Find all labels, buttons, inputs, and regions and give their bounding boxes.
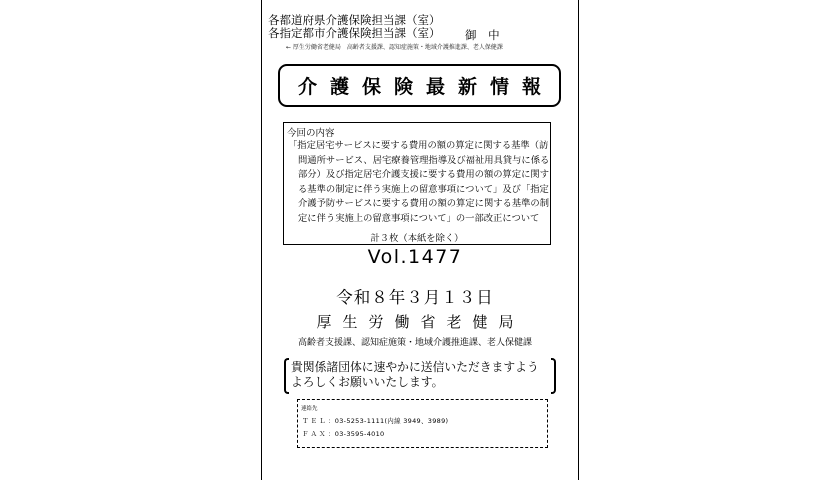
fax-value: ：03-3595-4010 xyxy=(328,430,385,438)
issuing-bureau: 厚生労働省老健局 xyxy=(316,313,525,331)
contact-label: 連絡先 xyxy=(301,406,318,412)
title-frame xyxy=(278,64,561,107)
content-body xyxy=(288,139,550,226)
contact-fax xyxy=(302,429,384,438)
content-line: 定に伴う実施上の留意事項について」の一部改正について xyxy=(298,212,540,224)
sender-note: ← 厚生労働省老健局 高齢者支援課、認知症施策・地域介護推進課、老人保健課 xyxy=(286,44,503,51)
content-line: 「指定居宅サービスに要する費用の額の算定に関する基準（訪 xyxy=(288,140,549,151)
content-line: 部分）及び指定居宅介護支援に要する費用の額の算定に関す xyxy=(298,169,550,180)
tel-key: ＴＥＬ xyxy=(302,417,328,425)
page-count: 計３枚（本紙を除く） xyxy=(370,233,464,244)
document-title: 介護保険最新情報 xyxy=(297,76,554,98)
fax-key: ＦＡＸ xyxy=(302,430,328,438)
recipient-line-1: 各都道府県介護保険担当課（室） xyxy=(268,13,441,27)
onchu-label: 御 中 xyxy=(465,28,504,42)
content-box xyxy=(283,122,551,245)
contact-box xyxy=(297,399,548,448)
recipient-line-2: 各指定都市介護保険担当課（室） xyxy=(268,26,441,40)
contact-tel xyxy=(302,416,448,425)
content-line: る基準の制定に伴う実施上の留意事項について」及び「指定 xyxy=(298,183,549,195)
request-text xyxy=(291,360,551,390)
right-bracket xyxy=(551,358,556,394)
content-line: 問通所サービス、居宅療養管理指導及び福祉用具貸与に係る xyxy=(298,154,550,166)
request-line-1: 貴関係諸団体に速やかに送信いただきますよう xyxy=(291,360,539,374)
content-heading: 今回の内容 xyxy=(287,128,335,139)
issue-date: 令和８年３月１３日 xyxy=(336,288,494,307)
request-notice xyxy=(284,358,556,394)
content-line: 介護予防サービスに要する費用の額の算定に関する基準の制 xyxy=(298,198,550,209)
issuing-divisions: 高齢者支援課、認知症施策・地域介護推進課、老人保健課 xyxy=(297,338,532,348)
request-line-2: よろしくお願いいたします。 xyxy=(291,375,444,389)
volume-number: Vol.1477 xyxy=(367,246,463,268)
left-bracket xyxy=(284,358,289,394)
tel-value: ：03-5253-1111(内線 3949、3989) xyxy=(328,417,449,425)
